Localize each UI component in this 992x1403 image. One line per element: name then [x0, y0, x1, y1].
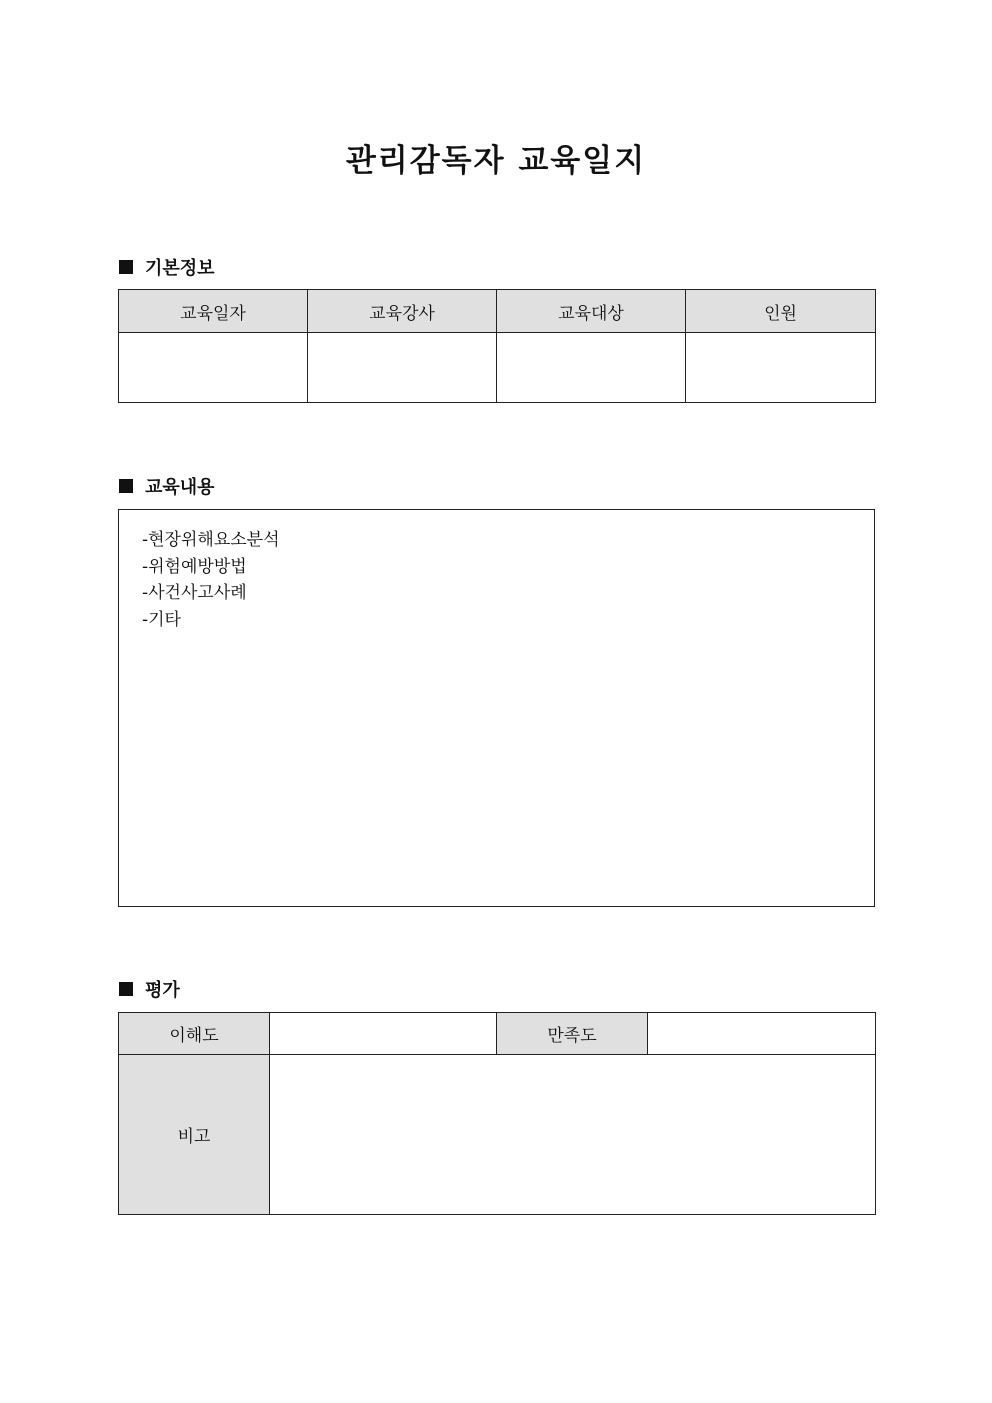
content-box[interactable]	[118, 509, 875, 907]
table-row	[119, 1013, 876, 1055]
content-heading	[119, 473, 215, 499]
column-header-instructor: 교육강사	[308, 290, 497, 333]
instructor-cell[interactable]	[308, 333, 497, 403]
satisfaction-label: 만족도	[497, 1013, 648, 1055]
evaluation-heading	[119, 976, 180, 1002]
column-header-target: 교육대상	[497, 290, 686, 333]
table-row	[119, 333, 876, 403]
basic-info-heading-label: 기본정보	[145, 258, 215, 279]
date-cell[interactable]	[119, 333, 308, 403]
basic-info-table	[118, 289, 876, 403]
remarks-label: 비고	[119, 1055, 270, 1215]
square-bullet-icon	[119, 982, 133, 996]
evaluation-heading-label: 평가	[145, 980, 180, 1001]
list-item: -현장위해요소분석	[142, 530, 280, 550]
table-header-row	[119, 290, 876, 333]
basic-info-heading	[119, 254, 215, 280]
understanding-field[interactable]	[270, 1013, 497, 1055]
list-item: -기타	[142, 609, 181, 630]
document-title: 관리감독자 교육일지	[345, 143, 647, 179]
evaluation-table	[118, 1012, 876, 1215]
target-cell[interactable]	[497, 333, 686, 403]
understanding-label: 이해도	[119, 1013, 270, 1055]
list-item: -사건사고사례	[142, 583, 247, 603]
column-header-date: 교육일자	[119, 290, 308, 333]
content-list	[119, 510, 874, 633]
content-heading-label: 교육내용	[145, 477, 215, 498]
table-row	[119, 1055, 876, 1215]
square-bullet-icon	[119, 479, 133, 493]
column-header-headcount: 인원	[686, 290, 876, 333]
satisfaction-field[interactable]	[648, 1013, 876, 1055]
square-bullet-icon	[119, 260, 133, 274]
list-item: -위험예방방법	[142, 556, 247, 577]
headcount-cell[interactable]	[686, 333, 876, 403]
remarks-field[interactable]	[270, 1055, 876, 1215]
